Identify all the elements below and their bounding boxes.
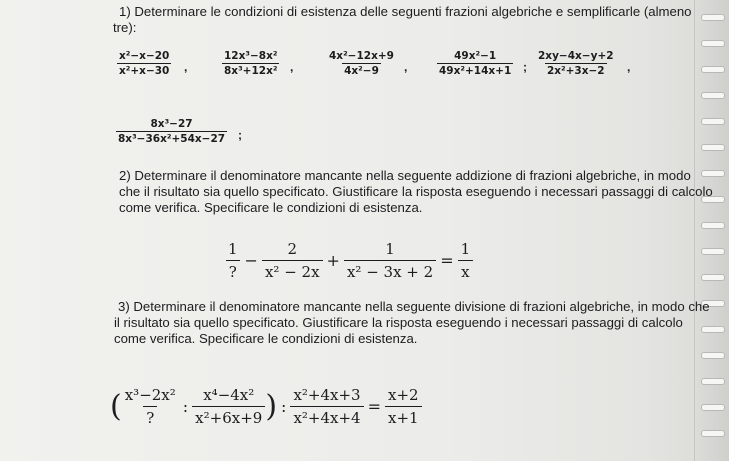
exercise2-text-line1: 2) Determinare il denominatore mancante nella seguente addizione di frazioni algebriche, in modo bbox=[119, 168, 691, 183]
binder-ring bbox=[701, 378, 725, 385]
fraction-numerator: 2xy−4x−y+2 bbox=[538, 50, 614, 62]
binder-ring bbox=[701, 144, 725, 151]
fraction-denominator: x² − 2x bbox=[262, 260, 323, 281]
binder-ring bbox=[701, 92, 725, 99]
ex1-fraction-5 bbox=[536, 50, 616, 77]
binder-ring bbox=[701, 404, 725, 411]
binder-ring bbox=[701, 40, 725, 47]
fraction-numerator: x²+4x+3 bbox=[293, 386, 361, 404]
fraction-denominator: x²+4x+4 bbox=[290, 406, 363, 427]
fraction-numerator: x+2 bbox=[388, 386, 419, 404]
fraction-numerator: x³−2x² bbox=[124, 386, 176, 404]
ex1-fraction-6 bbox=[116, 118, 227, 145]
ex3-result-fraction bbox=[385, 386, 422, 427]
binder-ring bbox=[701, 430, 725, 437]
fraction-numerator: x⁴−4x² bbox=[203, 386, 255, 404]
ex2-fraction-2 bbox=[262, 240, 323, 281]
fraction-denominator: 8x³+12x² bbox=[224, 65, 278, 77]
exercise3-text-line1: 3) Determinare il denominatore mancante nella seguente divisione di frazioni algebriche, in modo che bbox=[118, 299, 710, 314]
ex3-fraction-2 bbox=[192, 386, 265, 427]
binder-ring bbox=[701, 326, 725, 333]
binder-ring bbox=[701, 352, 725, 359]
equals-sign: = bbox=[440, 251, 454, 270]
separator: ; bbox=[238, 128, 242, 142]
fraction-denominator: 2x²+3x−2 bbox=[546, 65, 605, 77]
fraction-denominator: 8x³−36x²+54x−27 bbox=[118, 133, 226, 145]
minus-operator: − bbox=[244, 251, 258, 270]
fraction-numerator: 2 bbox=[287, 240, 298, 258]
ex2-fraction-unknown bbox=[225, 240, 241, 281]
fraction-numerator: 8x³−27 bbox=[150, 118, 193, 130]
separator: , bbox=[290, 60, 294, 74]
fraction-numerator: 1 bbox=[228, 240, 238, 258]
fraction-denominator: x²+6x+9 bbox=[192, 406, 265, 427]
open-parenthesis: ( bbox=[110, 388, 122, 424]
fraction-numerator: 1 bbox=[460, 240, 471, 258]
fraction-denominator: x+1 bbox=[385, 406, 422, 427]
exercise2-text-line2: che il risultato sia quello specificato. Giustificare la risposta eseguendo i necessari passaggi di calcolo bbox=[119, 184, 713, 199]
ex2-result-fraction bbox=[458, 240, 474, 281]
fraction-numerator: 1 bbox=[385, 240, 395, 258]
binder-ring bbox=[701, 170, 725, 177]
ex1-fraction-1 bbox=[117, 50, 171, 77]
fraction-denominator: 49x²+14x+1 bbox=[439, 65, 512, 77]
exercise3-text-line3: come verifica. Specificare le condizioni di esistenza. bbox=[114, 331, 418, 346]
ex1-fraction-4 bbox=[437, 50, 513, 77]
equals-sign: = bbox=[367, 397, 381, 416]
fraction-numerator: 12x³−8x² bbox=[224, 50, 278, 62]
exercise2-text-line3: come verifica. Specificare le condizioni di esistenza. bbox=[119, 200, 423, 215]
ex2-equation bbox=[225, 240, 473, 281]
exercise3-text-line2: il risultato sia quello specificato. Giustificare la risposta eseguendo i necessari passaggi di calcolo bbox=[114, 315, 683, 330]
exercise1-text-line1: 1) Determinare le condizioni di esistenza delle seguenti frazioni algebriche e semplificarle (almeno bbox=[119, 4, 692, 19]
separator: ; bbox=[523, 60, 527, 74]
ex3-fraction-3 bbox=[290, 386, 363, 427]
binder-ring bbox=[701, 14, 725, 21]
plus-operator: + bbox=[326, 251, 340, 270]
missing-denominator: ? bbox=[143, 406, 157, 427]
fraction-numerator: 49x²−1 bbox=[454, 50, 497, 62]
ex3-equation bbox=[110, 386, 422, 427]
binder-ring bbox=[701, 222, 725, 229]
division-operator: : bbox=[281, 397, 287, 416]
fraction-denominator: 4x²−9 bbox=[344, 65, 379, 77]
close-parenthesis: ) bbox=[265, 388, 278, 424]
fraction-numerator: 4x²−12x+9 bbox=[329, 50, 394, 62]
separator: , bbox=[404, 60, 408, 74]
binder-ring bbox=[701, 274, 725, 281]
fraction-denominator: x² − 3x + 2 bbox=[344, 260, 436, 281]
separator: , bbox=[627, 60, 631, 74]
fraction-denominator: x²+x−30 bbox=[119, 65, 170, 77]
missing-denominator: ? bbox=[226, 260, 240, 281]
binder-ring bbox=[701, 118, 725, 125]
exercise1-text-line2: tre): bbox=[113, 20, 137, 35]
fraction-denominator: x bbox=[458, 260, 472, 281]
ex1-fraction-3 bbox=[327, 50, 396, 77]
division-operator: : bbox=[182, 397, 189, 416]
binder-ring bbox=[701, 248, 725, 255]
ex2-fraction-3 bbox=[344, 240, 436, 281]
fraction-numerator: x²−x−20 bbox=[119, 50, 170, 62]
ex1-fraction-2 bbox=[222, 50, 279, 77]
separator: , bbox=[184, 60, 188, 74]
ex3-fraction-unknown bbox=[122, 386, 179, 427]
binder-edge bbox=[694, 0, 729, 461]
binder-ring bbox=[701, 66, 725, 73]
